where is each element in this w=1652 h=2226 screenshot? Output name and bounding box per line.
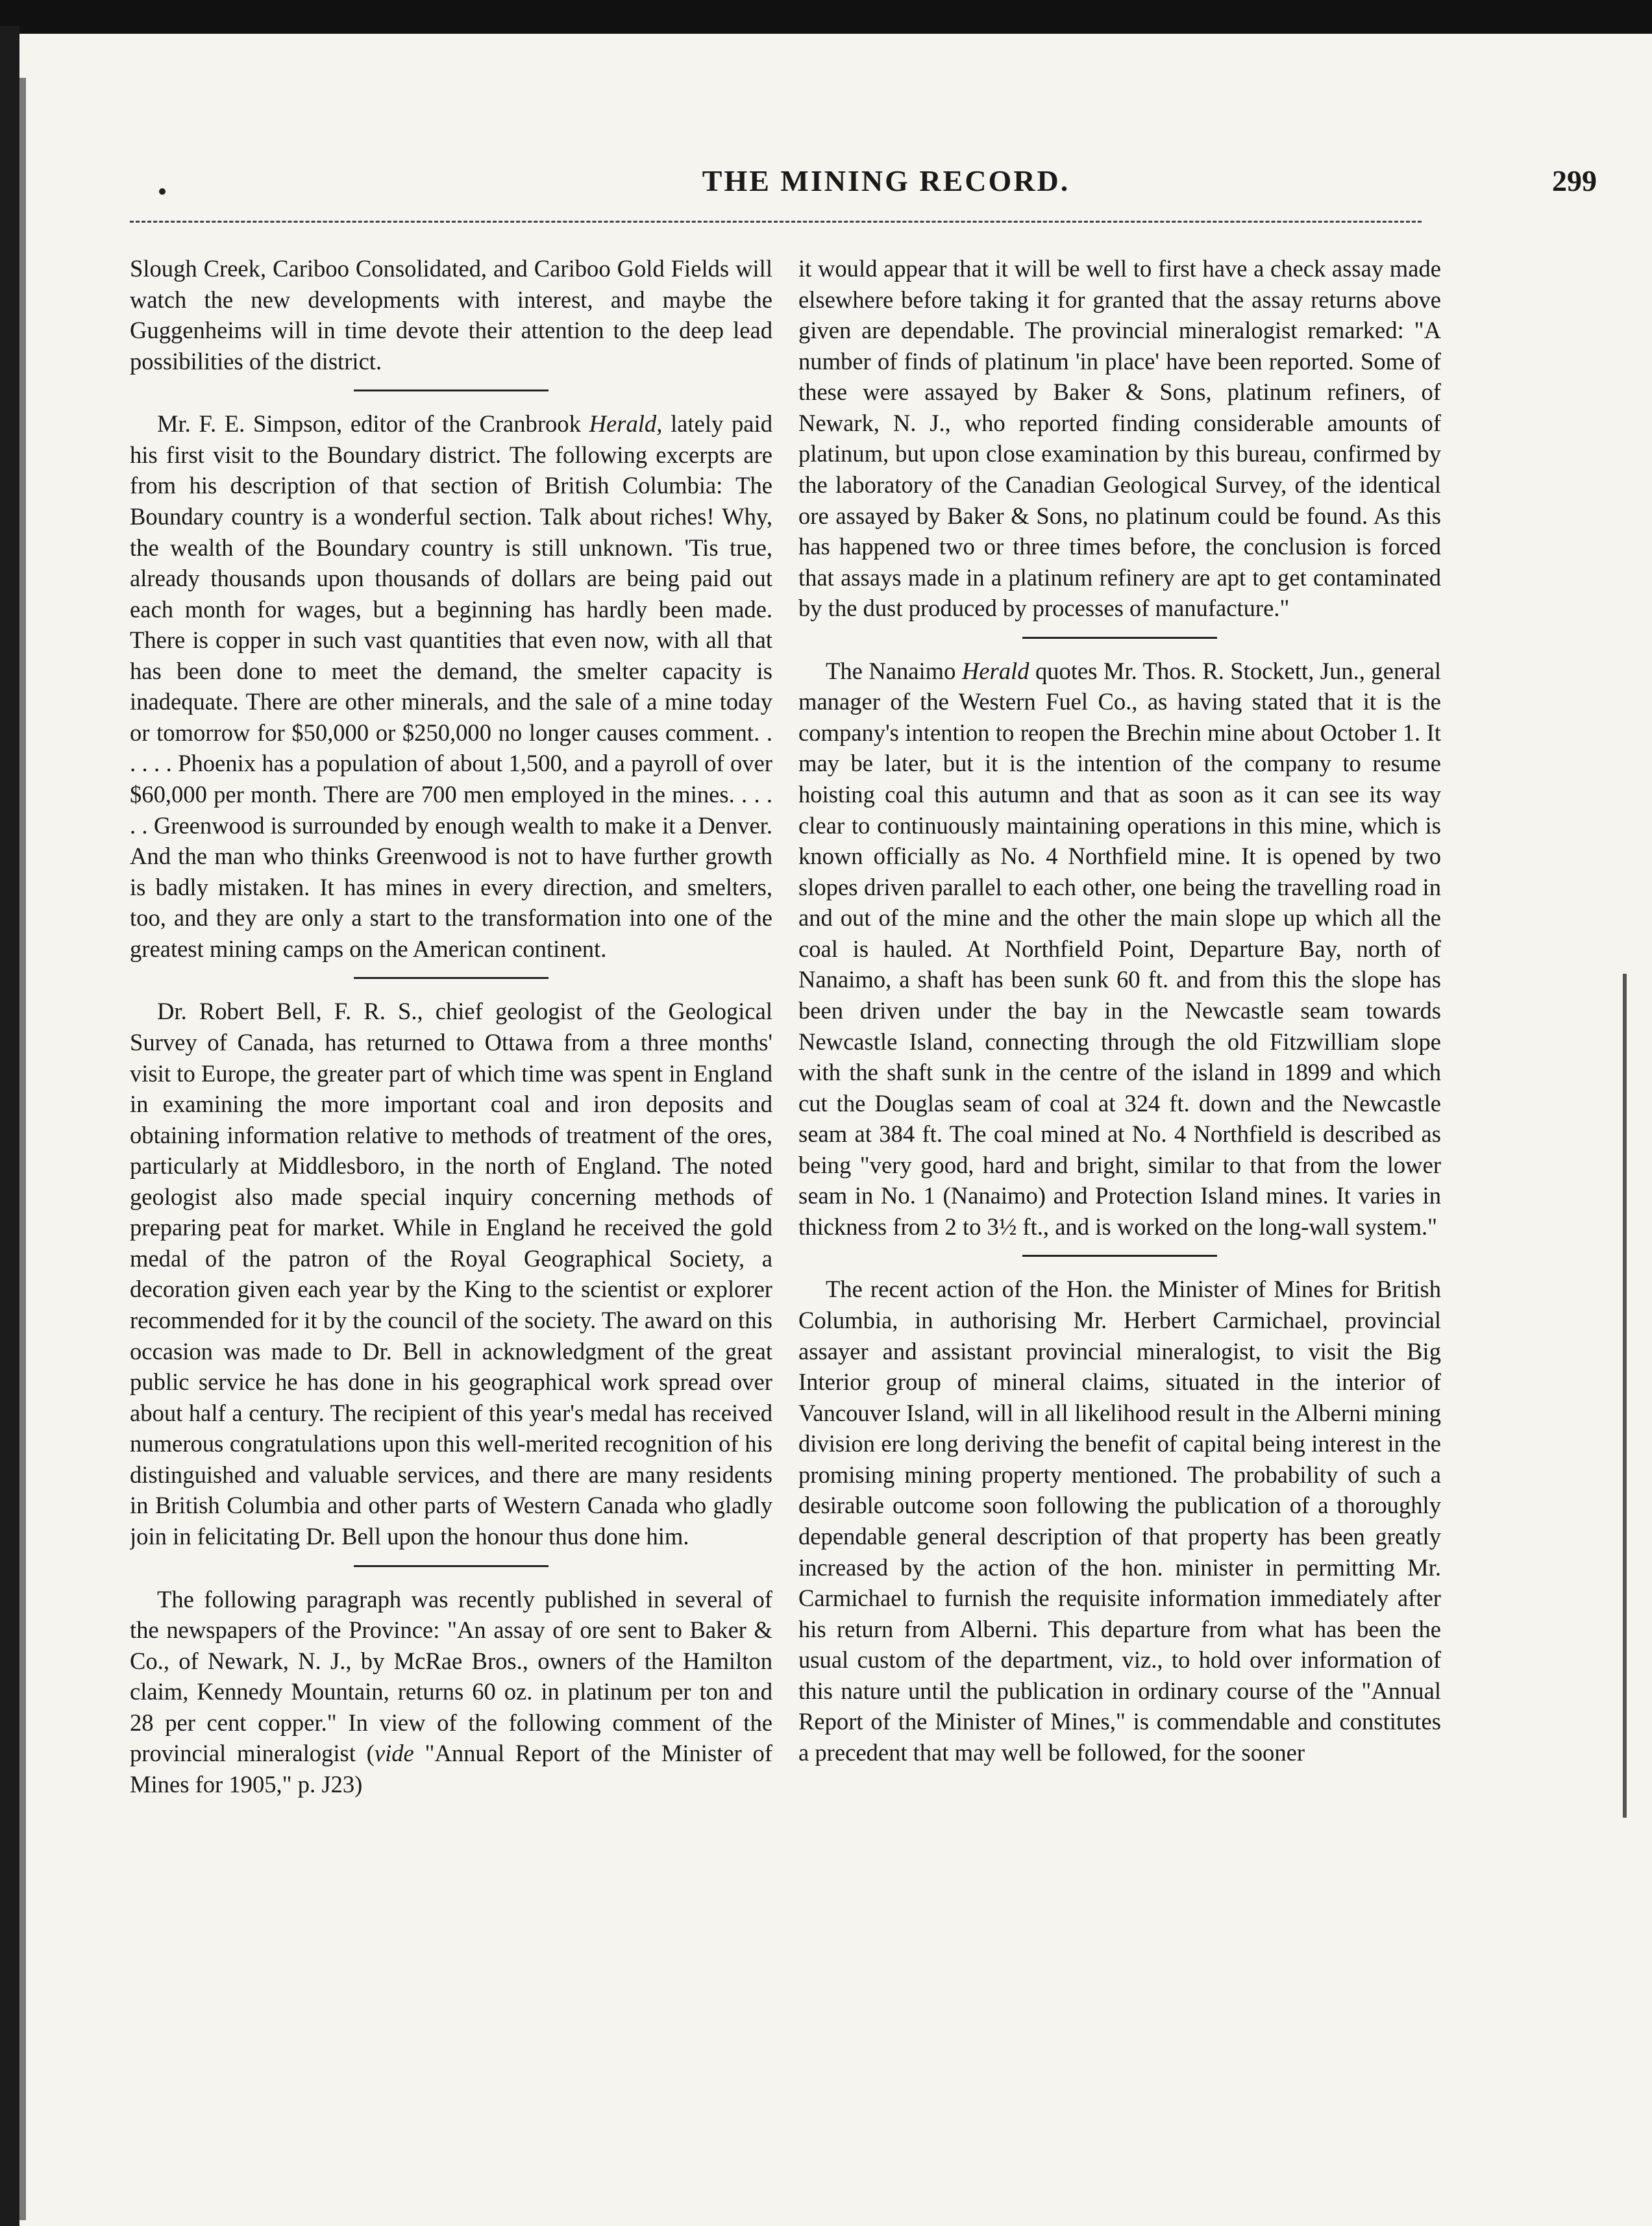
italic-newspaper-name: Herald, (589, 410, 663, 438)
paragraph-boundary-district (130, 408, 772, 964)
text-run: The following paragraph was recently published in several of the newspapers of the Province: "An assay of ore sent to Baker & Co., of Newark, N. J., by McRae Bros., owners of the Hamilton claim, Kennedy Mountain, returns 60 oz. in platinum per ton and 28 per cent copper." In view of the following comment of the provincial mineralogist ( (130, 1585, 772, 1767)
header-rule (130, 221, 1422, 223)
section-separator (354, 1565, 549, 1567)
section-separator (1022, 1255, 1217, 1257)
paragraph-carmichael-visit: The recent action of the Hon. the Minister of Mines for British Columbia, in authorising Mr. Herbert Carmichael, provincial assayer and assistant provincial mineralogist, to visit the Big Interior group of mineral claims, situated in the interior of Vancouver Island, will in all likelihood result in the Alberni mining division ere long deriving the benefit of capital being interest in the promising mining property mentioned. The probability of such a desirable outcome soon following the publication of a thoroughly dependable general description of that property has been greatly increased by the action of the hon. minister in permitting Mr. Carmichael to furnish the requisite information immediately after his return from Alberni. This departure from what has been the usual custom of the department, viz., to hold over information of this nature until the publication in ordinary course of the "Annual Report of the Minister of Mines," is commendable and constitutes a precedent that may well be followed, for the sooner (798, 1276, 1441, 1766)
scan-right-edge-mark (1623, 974, 1627, 1818)
text-run: "Annual Report of the Minister of Mines for 1905," p. J23) (130, 1740, 772, 1798)
section-separator (1022, 637, 1217, 639)
paragraph-slough-creek: Slough Creek, Cariboo Consolidated, and Cariboo Gold Fields will watch the new developments with interest, and maybe the Guggenheims will in time devote their attention to the deep lead possibilities of the district. (130, 255, 772, 375)
running-title: THE MINING RECORD. (702, 164, 1070, 197)
text-run: lately paid his first visit to the Boundary district. The following excerpts are from his description of that section of British Columbia: The Boundary country is a wonderful section. Talk about riches! Why, the wealth of the Boundary country is still unknown. 'Tis true, already thousands upon thousands of dollars are being paid out each month for wages, but a beginning has hardly been made. There is copper in such vast quantities that even now, with all that has been done to meet the demand, the smelter capacity is inadequate. There are other minerals, and the sale of a mine today or tomorrow for $50,000 or $250,000 no longer causes comment. . . . . . Phoenix has a population of about 1,500, and a payroll of over $60,000 per month. There are 700 men employed in the mines. . . . . . Greenwood is surrounded by enough wealth to make it a Denver. And the man who thinks Greenwood is not to have further growth is badly mistaken. It has mines in every direction, and smelters, too, and they are only a start to the transformation into one of the greatest mining camps on the American continent. (130, 410, 772, 962)
scan-left-border (0, 26, 19, 2226)
paragraph-robert-bell: Dr. Robert Bell, F. R. S., chief geologist of the Geological Survey of Canada, has returned to Ottawa from a three months' visit to Europe, the greater part of which time was spent in England in examining the more important coal and iron deposits and obtaining information relative to methods of treatment of the ores, particularly at Middlesboro, in the north of England. The noted geologist also made special inquiry concerning methods of preparing peat for market. While in England he received the gold medal of the patron of the Royal Geographical Society, a decoration given each year by the King to the scientist or explorer recommended for it by the council of the society. The award on this occasion was made to Dr. Bell in acknowledgment of the great public service he has done in his geographical work spread over about half a century. The recipient of this year's medal has received numerous congratulations upon this well-merited recognition of his distinguished and valuable services, and there are many residents in British Columbia and other parts of Western Canada who gladly join in felicitating Dr. Bell upon the honour thus done him. (130, 998, 772, 1550)
page-number: 299 (1552, 164, 1597, 197)
left-column (130, 253, 772, 2201)
italic-newspaper-name: Herald (961, 657, 1029, 684)
paragraph-assay-continued: it would appear that it will be well to first have a check assay made elsewhere before taking it for granted that the assay returns above given are dependable. The provincial mineralogist remarked: "A number of finds of platinum 'in place' have been reported. Some of these were assayed by Baker & Sons, platinum refiners, of Newark, N. J., who reported finding considerable amounts of platinum, but upon close examination by this bureau, confirmed by the laboratory of the Canadian Geological Survey, of the identical ore assayed by Baker & Sons, no platinum could be found. As this has happened two or three times before, the conclusion is forced that assays made in a platinum refinery are apt to get contaminated by the dust produced by processes of manufacture." (798, 255, 1441, 622)
italic-vide: vide (374, 1740, 414, 1767)
text-run: quotes Mr. Thos. R. Stockett, Jun., general manager of the Western Fuel Co., as having stated that it is the company's intention to reopen the Brechin mine about October 1. It may be later, but it is the intention of the company to resume hoisting coal this autumn and that as soon as it can see its way clear to continuously maintaining operations in this mine, which is known officially as No. 4 Northfield mine. It is opened by two slopes driven parallel to each other, one being the travelling road in and out of the mine and the other the main slope up which all the coal is hauled. At Northfield Point, Departure Bay, north of Nanaimo, a shaft has been sunk 60 ft. and from this the slope has been driven under the bay in the Newcastle seam towards Newcastle Island, connecting through the old Fitzwilliam slope with the shaft sunk in the centre of the island in 1899 and which cut the Douglas seam of coal at 324 ft. down and the Newcastle seam at 384 ft. The coal mined at No. 4 Northfield is described as being "very good, hard and bright, similar to that from the lower seam in No. 1 (Nanaimo) and Protection Island mines. It varies in thickness from 2 to 3½ ft., and is worked on the long-wall system." (798, 657, 1441, 1240)
section-separator (354, 977, 549, 979)
paragraph-platinum-assay (130, 1584, 772, 1800)
right-column (798, 253, 1441, 2201)
scan-top-border (0, 0, 1652, 34)
scan-left-border-shadow (19, 78, 26, 2220)
text-run: The Nanaimo (826, 657, 962, 684)
page-header (156, 156, 1597, 208)
text-run: Mr. F. E. Simpson, editor of the Cranbrook (157, 410, 589, 438)
paragraph-brechin-mine (798, 656, 1441, 1243)
section-separator (354, 390, 549, 391)
